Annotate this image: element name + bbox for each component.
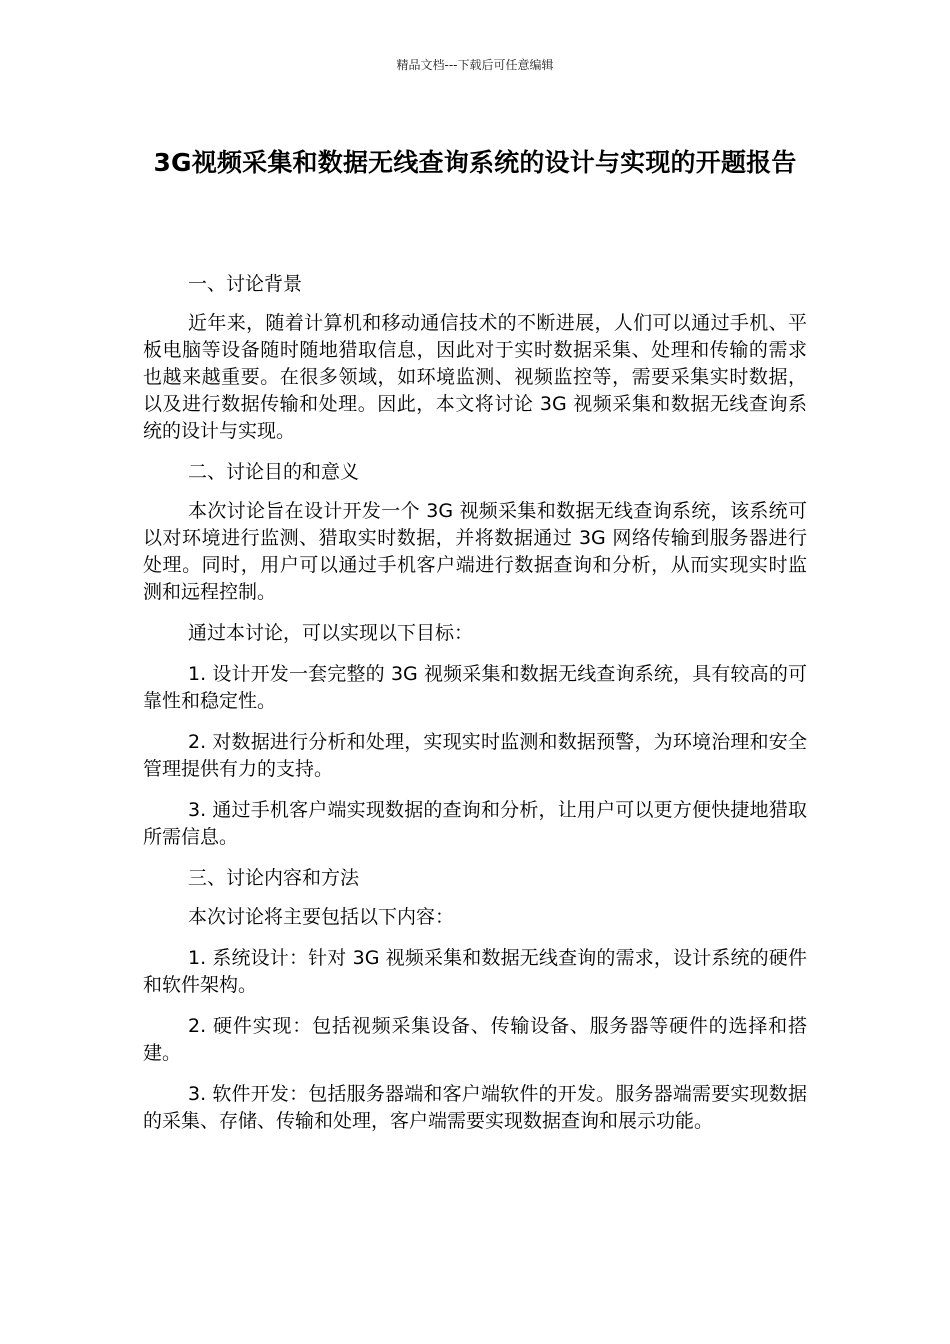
- page-header: 精品文档---下载后可任意编辑: [396, 58, 554, 72]
- section-heading-background: 一、讨论背景: [188, 273, 303, 295]
- paragraph-background: 近年来，随着计算机和移动通信技术的不断进展，人们可以通过手机、平板电脑等设备随时随地猎取信息，因此对于实时数据采集、处理和传输的需求也越来越重要。在很多领域，如环境监测、视频监控等，需要采集实时数据，以及进行数据传输和处理。因此，本文将讨论 3G 视频采集和数据无线查询系统的设计与实现。: [143, 312, 807, 442]
- paragraph-purpose-intro: 本次讨论旨在设计开发一个 3G 视频采集和数据无线查询系统，该系统可以对环境进行监测、猎取实时数据，并将数据通过 3G 网络传输到服务器进行处理。同时，用户可以通过手机客户端进行数据查询和分析，从而实现实时监测和远程控制。: [143, 500, 807, 603]
- method-item-1: 1. 系统设计：针对 3G 视频采集和数据无线查询的需求，设计系统的硬件和软件架构。: [143, 947, 807, 996]
- section-heading-methods: 三、讨论内容和方法: [188, 867, 360, 889]
- section-heading-purpose: 二、讨论目的和意义: [188, 461, 360, 483]
- paragraph-methods-lead: 本次讨论将主要包括以下内容：: [188, 906, 455, 928]
- goal-item-2: 2. 对数据进行分析和处理，实现实时监测和数据预警，为环境治理和安全管理提供有力的支持。: [143, 731, 807, 780]
- goal-item-1: 1. 设计开发一套完整的 3G 视频采集和数据无线查询系统，具有较高的可靠性和稳定性。: [143, 663, 807, 712]
- paragraph-goals-lead: 通过本讨论，可以实现以下目标：: [188, 622, 474, 644]
- method-item-2: 2. 硬件实现：包括视频采集设备、传输设备、服务器等硬件的选择和搭建。: [143, 1015, 807, 1064]
- document-title: 3G视频采集和数据无线查询系统的设计与实现的开题报告: [153, 148, 797, 177]
- goal-item-3: 3. 通过手机客户端实现数据的查询和分析，让用户可以更方便快捷地猎取所需信息。: [143, 799, 807, 848]
- method-item-3: 3. 软件开发：包括服务器端和客户端软件的开发。服务器端需要实现数据的采集、存储、传输和处理，客户端需要实现数据查询和展示功能。: [143, 1083, 807, 1132]
- document-body: [143, 271, 807, 1149]
